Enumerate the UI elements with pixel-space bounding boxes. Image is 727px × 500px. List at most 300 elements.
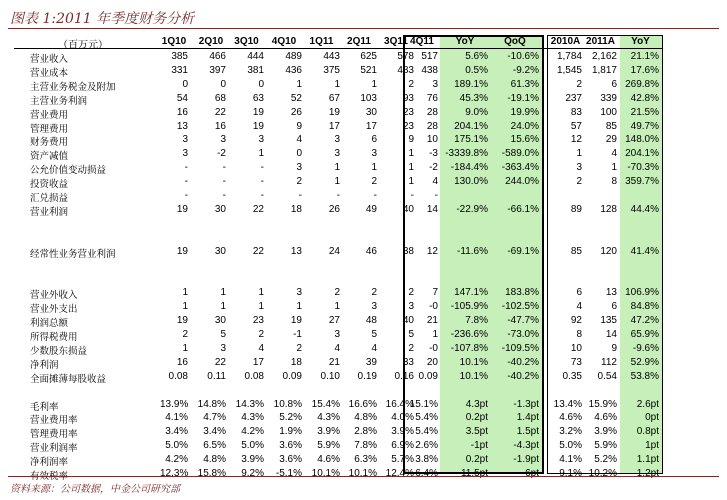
table-cell: 0.10 bbox=[320, 370, 340, 382]
row-label: 营业利润 bbox=[30, 206, 69, 218]
table-cell: 17.6% bbox=[630, 64, 659, 76]
table-cell: 204.1% bbox=[625, 148, 659, 160]
table-cell: 61.3% bbox=[510, 78, 539, 90]
table-cell: 1 bbox=[182, 287, 188, 299]
table-cell: 54 bbox=[176, 92, 188, 104]
table-cell: 2 bbox=[182, 329, 188, 340]
table-cell: -9.6% bbox=[632, 342, 659, 354]
table-cell: 4.0% bbox=[391, 412, 414, 424]
table-cell: -47.7% bbox=[507, 315, 539, 327]
table-cell: 10.2% bbox=[588, 468, 617, 479]
table-cell: 49 bbox=[365, 203, 377, 215]
table-cell: 1 bbox=[258, 148, 264, 160]
table-cell: 204.1% bbox=[454, 120, 488, 132]
table-cell: 15.4% bbox=[311, 398, 340, 410]
table-cell: 5.2% bbox=[594, 454, 617, 466]
column-header: 2Q10 bbox=[198, 36, 224, 47]
table-cell: 0.11 bbox=[207, 370, 226, 382]
column-header: 2010A bbox=[550, 36, 581, 47]
row-label: 财务费用 bbox=[30, 137, 69, 149]
table-cell: 0.09 bbox=[418, 370, 438, 382]
table-cell: 24 bbox=[328, 245, 340, 257]
table-cell: 9.1% bbox=[559, 468, 582, 479]
table-cell: 1,784 bbox=[556, 51, 582, 62]
table-cell: -66.1% bbox=[507, 203, 539, 215]
table-cell: 21.1% bbox=[630, 51, 659, 62]
row-label: 公允价值变动损益 bbox=[30, 165, 107, 177]
table-cell: 106.9% bbox=[625, 287, 659, 299]
table-cell: 1 bbox=[371, 162, 377, 174]
row-label: 营业费用率 bbox=[30, 415, 78, 427]
table-cell: 2.6pt bbox=[636, 398, 659, 410]
row-label: 净利润 bbox=[30, 359, 59, 371]
table-cell: 3 bbox=[296, 287, 302, 299]
table-cell: - bbox=[336, 190, 340, 201]
table-cell: - bbox=[260, 190, 264, 201]
table-cell: 3 bbox=[371, 301, 377, 313]
table-cell: 24.0% bbox=[510, 120, 539, 132]
title-rule bbox=[8, 28, 719, 29]
table-cell: 41.4% bbox=[630, 245, 659, 257]
table-cell: 30 bbox=[214, 245, 226, 257]
table-cell: 5.9% bbox=[594, 440, 617, 452]
table-cell: 375 bbox=[323, 64, 340, 76]
table-cell: 30 bbox=[365, 106, 377, 118]
row-label: 投资收益 bbox=[30, 179, 69, 191]
row-label: 营业外收入 bbox=[30, 290, 78, 302]
table-cell: 0.16 bbox=[394, 370, 414, 382]
table-cell: 5.9% bbox=[317, 440, 340, 452]
table-cell: 23 bbox=[402, 120, 414, 132]
table-cell: 4.3pt bbox=[465, 398, 488, 410]
table-cell: 3.4% bbox=[165, 426, 188, 438]
table-cell: 1,817 bbox=[591, 64, 617, 76]
table-cell: 0pt bbox=[645, 412, 659, 424]
table-cell: 39 bbox=[365, 356, 377, 368]
table-cell: 5.0% bbox=[241, 440, 264, 452]
column-header: YoY bbox=[631, 36, 650, 47]
table-cell: -6pt bbox=[521, 468, 539, 479]
table-cell: -1pt bbox=[470, 440, 488, 452]
table-cell: 19 bbox=[328, 106, 340, 118]
table-cell: 1 bbox=[334, 301, 340, 313]
table-cell: 13 bbox=[605, 287, 617, 299]
table-cell: 68 bbox=[214, 92, 226, 104]
row-label: 所得税费用 bbox=[30, 332, 78, 343]
column-header: 3Q10 bbox=[234, 36, 259, 47]
table-cell: 63 bbox=[252, 92, 264, 104]
table-cell: 84.8% bbox=[630, 301, 659, 313]
table-cell: 147.1% bbox=[454, 287, 488, 299]
table-cell: 148.0% bbox=[625, 134, 659, 146]
table-cell: 26 bbox=[328, 203, 340, 215]
table-cell: 1.2pt bbox=[636, 468, 659, 479]
table-cell: 1 bbox=[220, 287, 226, 299]
table-cell: -40.2% bbox=[507, 356, 539, 368]
row-label: 管理费用 bbox=[30, 123, 69, 135]
table-cell: - bbox=[184, 162, 188, 174]
table-cell: 381 bbox=[247, 64, 264, 76]
table-cell: 9 bbox=[408, 134, 414, 146]
table-cell: -589.0% bbox=[501, 148, 539, 160]
table-cell: 4 bbox=[576, 301, 582, 313]
table-cell: - bbox=[184, 190, 188, 201]
table-cell: -3 bbox=[429, 148, 438, 160]
table-cell: 489 bbox=[285, 51, 302, 62]
table-cell: -0 bbox=[429, 342, 438, 354]
table-cell: 0.35 bbox=[562, 370, 582, 382]
table-cell: 9.2% bbox=[241, 468, 264, 479]
table-cell: 19 bbox=[176, 315, 188, 327]
table-cell: 3.9% bbox=[241, 454, 264, 466]
table-cell: 3 bbox=[182, 134, 188, 146]
table-cell: 5.2% bbox=[279, 412, 302, 424]
table-cell: 7.8% bbox=[465, 315, 488, 327]
table-cell: 3 bbox=[432, 78, 438, 90]
table-cell: -73.0% bbox=[507, 329, 539, 340]
table-cell: 17 bbox=[252, 356, 264, 368]
table-cell: - bbox=[222, 162, 226, 174]
table-cell: 4.7% bbox=[203, 412, 226, 424]
table-cell: 13 bbox=[176, 120, 188, 132]
table-cell: 57 bbox=[570, 120, 582, 132]
table-cell: 4.6% bbox=[559, 412, 582, 424]
table-cell: 15.6% bbox=[510, 134, 539, 146]
table-cell: 23 bbox=[402, 106, 414, 118]
table-cell: 1 bbox=[408, 176, 414, 188]
table-cell: 44.4% bbox=[630, 203, 659, 215]
table-cell: 3.9% bbox=[317, 426, 340, 438]
row-label: 营业收入 bbox=[30, 54, 69, 65]
table-cell: 19 bbox=[290, 315, 302, 327]
table-cell: 3 bbox=[220, 342, 226, 354]
table-cell: 175.1% bbox=[454, 134, 488, 146]
table-cell: 11.5pt bbox=[460, 468, 488, 479]
source-note: 资料来源：公司数据，中金公司研究部 bbox=[10, 484, 180, 495]
table-cell: 4 bbox=[371, 342, 377, 354]
table-cell: 0 bbox=[220, 78, 226, 90]
table-cell: 4.6% bbox=[317, 454, 340, 466]
table-cell: 18 bbox=[290, 203, 302, 215]
table-cell: -0 bbox=[429, 301, 438, 313]
table-cell: 5 bbox=[408, 329, 414, 340]
table-cell: 1.4pt bbox=[516, 412, 539, 424]
table-cell: -105.9% bbox=[450, 301, 488, 313]
table-cell: 53.8% bbox=[630, 370, 659, 382]
table-cell: 1 bbox=[371, 78, 377, 90]
table-cell: -5.1% bbox=[275, 468, 302, 479]
table-cell: 1.9% bbox=[279, 426, 302, 438]
table-cell: 1 bbox=[408, 162, 414, 174]
table-cell: 6.3% bbox=[354, 454, 377, 466]
table-cell: 135 bbox=[600, 315, 617, 327]
table-cell: 359.7% bbox=[625, 176, 659, 188]
table-cell: -2 bbox=[429, 162, 438, 174]
table-cell: 8 bbox=[576, 329, 582, 340]
table-cell: 10.1% bbox=[459, 370, 488, 382]
table-cell: 7 bbox=[432, 287, 438, 299]
bottom-rule bbox=[8, 476, 719, 477]
table-cell: 1 bbox=[258, 301, 264, 313]
table-cell: 19 bbox=[252, 106, 264, 118]
table-cell: 517 bbox=[421, 51, 438, 62]
table-cell: 0.08 bbox=[168, 370, 188, 382]
table-cell: - bbox=[184, 176, 188, 188]
table-cell: 1pt bbox=[645, 440, 659, 452]
table-cell: 10 bbox=[570, 342, 582, 354]
table-cell: 40 bbox=[402, 203, 414, 215]
table-cell: 13.4% bbox=[553, 398, 582, 410]
table-cell: 42.8% bbox=[630, 92, 659, 104]
table-cell: 3.9% bbox=[391, 426, 414, 438]
table-cell: 436 bbox=[285, 64, 302, 76]
table-cell: 2,162 bbox=[591, 51, 617, 62]
table-cell: 1.1pt bbox=[636, 454, 659, 466]
table-cell: - bbox=[298, 190, 302, 201]
table-cell: 1 bbox=[296, 78, 302, 90]
table-cell: 10.1% bbox=[348, 468, 377, 479]
table-cell: 22 bbox=[214, 106, 226, 118]
figure-title: 图表 1:2011 年季度财务分析 bbox=[10, 11, 195, 27]
table-cell: 1 bbox=[334, 176, 340, 188]
table-cell: - bbox=[222, 190, 226, 201]
table-cell: 130.0% bbox=[454, 176, 488, 188]
row-label: 少数股东损益 bbox=[30, 345, 88, 357]
table-cell: 4.3% bbox=[317, 412, 340, 424]
table-cell: 3.2% bbox=[559, 426, 582, 438]
column-header: 1Q11 bbox=[309, 36, 334, 47]
table-cell: 2 bbox=[576, 78, 582, 90]
table-cell: 47.2% bbox=[630, 315, 659, 327]
table-cell: 19 bbox=[176, 203, 188, 215]
table-cell: 6.5% bbox=[203, 440, 226, 452]
row-label: 净利润率 bbox=[30, 457, 69, 469]
table-cell: 26 bbox=[290, 106, 302, 118]
table-cell: 19.9% bbox=[510, 106, 539, 118]
table-cell: 1 bbox=[611, 162, 617, 174]
table-cell: 1 bbox=[334, 162, 340, 174]
table-cell: 12 bbox=[570, 134, 582, 146]
table-cell: 28 bbox=[426, 106, 438, 118]
table-cell: 46 bbox=[365, 245, 377, 257]
table-cell: 331 bbox=[171, 64, 188, 76]
table-cell: 14 bbox=[605, 329, 617, 340]
row-label: 全面摊薄每股收益 bbox=[30, 373, 107, 385]
table-cell: 9.0% bbox=[465, 106, 488, 118]
table-cell: 3 bbox=[334, 148, 340, 160]
table-cell: 2 bbox=[408, 287, 414, 299]
table-cell: 3.5pt bbox=[465, 426, 488, 438]
table-cell: 3.4% bbox=[203, 426, 226, 438]
table-cell: 4.1% bbox=[165, 412, 188, 424]
table-cell: 16.6% bbox=[348, 398, 377, 410]
table-cell: 100 bbox=[600, 106, 617, 118]
table-cell: 21.5% bbox=[630, 106, 659, 118]
table-cell: 89 bbox=[570, 203, 582, 215]
row-label: 经常性业务营业利润 bbox=[30, 248, 116, 260]
table-cell: 4.8% bbox=[203, 454, 226, 466]
table-cell: 5.7% bbox=[391, 454, 414, 466]
table-cell: 85 bbox=[570, 245, 582, 257]
table-cell: 12.4% bbox=[385, 468, 414, 479]
table-cell: 4 bbox=[611, 148, 617, 160]
table-cell: 1,545 bbox=[556, 64, 582, 76]
table-cell: 14 bbox=[426, 203, 438, 215]
table-cell: 93 bbox=[402, 92, 414, 104]
table-cell: 52 bbox=[290, 92, 302, 104]
table-cell: 2 bbox=[371, 287, 377, 299]
table-cell: 29 bbox=[605, 134, 617, 146]
table-cell: 1 bbox=[296, 301, 302, 313]
row-label: 营业成本 bbox=[30, 67, 69, 79]
row-label: 汇兑损益 bbox=[30, 193, 69, 204]
row-label: 营业利润率 bbox=[30, 443, 78, 455]
unit-label: （百万元） bbox=[58, 40, 108, 51]
column-header: YoY bbox=[455, 36, 475, 47]
table-cell: 3 bbox=[258, 134, 264, 146]
table-cell: 10.1% bbox=[311, 468, 340, 479]
table-cell: 83 bbox=[570, 106, 582, 118]
table-cell: 76 bbox=[426, 92, 438, 104]
table-cell: 1 bbox=[182, 342, 188, 354]
table-cell: 3.6% bbox=[279, 454, 302, 466]
table-cell: 2 bbox=[296, 342, 302, 354]
table-cell: 0 bbox=[258, 78, 264, 90]
table-cell: 189.1% bbox=[454, 78, 488, 90]
table-cell: 0.09 bbox=[282, 370, 302, 382]
table-cell: 237 bbox=[565, 92, 582, 104]
table-cell: -107.8% bbox=[450, 342, 488, 354]
table-cell: 5.0% bbox=[165, 440, 188, 452]
row-label: 主营业务税金及附加 bbox=[30, 81, 116, 93]
table-cell: - bbox=[260, 176, 264, 188]
table-cell: 1 bbox=[576, 148, 582, 160]
table-cell: 385 bbox=[171, 51, 188, 62]
table-cell: 2.6% bbox=[415, 440, 438, 452]
row-label: 利润总额 bbox=[30, 318, 69, 330]
header-rule bbox=[14, 48, 663, 49]
table-cell: 16 bbox=[176, 356, 188, 368]
row-label: 有效税率 bbox=[30, 471, 69, 482]
table-cell: - bbox=[222, 176, 226, 188]
table-cell: 3 bbox=[408, 301, 414, 313]
table-cell: 73 bbox=[570, 356, 582, 368]
table-cell: -11.6% bbox=[457, 245, 488, 257]
table-cell: -184.4% bbox=[450, 162, 488, 174]
table-cell: 18 bbox=[290, 356, 302, 368]
table-cell: 30 bbox=[214, 315, 226, 327]
table-cell: 17 bbox=[328, 120, 340, 132]
table-cell: 5.4% bbox=[415, 412, 438, 424]
table-cell: 6.9% bbox=[391, 440, 414, 452]
table-cell: 0.19 bbox=[357, 370, 377, 382]
table-cell: 1 bbox=[182, 301, 188, 313]
table-cell: 244.0% bbox=[505, 176, 539, 188]
table-cell: 339 bbox=[600, 92, 617, 104]
table-cell: 4.2% bbox=[165, 454, 188, 466]
table-cell: 4 bbox=[258, 342, 264, 354]
table-cell: 92 bbox=[570, 315, 582, 327]
table-cell: 0.2pt bbox=[465, 412, 488, 424]
table-cell: 3 bbox=[220, 134, 226, 146]
table-cell: 17 bbox=[365, 120, 377, 132]
table-cell: 14.8% bbox=[197, 398, 226, 410]
table-cell: 3 bbox=[296, 162, 302, 174]
table-cell: 269.8% bbox=[625, 78, 659, 90]
table-cell: 0 bbox=[182, 78, 188, 90]
table-cell: 6 bbox=[371, 134, 377, 146]
table-cell: 578 bbox=[397, 51, 414, 62]
table-cell: 4.6% bbox=[594, 412, 617, 424]
table-cell: 6 bbox=[611, 78, 617, 90]
table-cell: 6 bbox=[611, 301, 617, 313]
table-cell: 4 bbox=[432, 176, 438, 188]
table-cell: -236.6% bbox=[450, 329, 488, 340]
table-cell: 19 bbox=[176, 245, 188, 257]
table-cell: 2 bbox=[371, 176, 377, 188]
table-cell: 4 bbox=[296, 134, 302, 146]
table-cell: 38 bbox=[402, 245, 414, 257]
table-cell: 40 bbox=[402, 315, 414, 327]
table-cell: 0.5% bbox=[465, 64, 488, 76]
table-cell: 21 bbox=[426, 315, 438, 327]
table-cell: 3.9% bbox=[594, 426, 617, 438]
table-cell: 5 bbox=[220, 329, 226, 340]
table-cell: 21 bbox=[328, 356, 340, 368]
table-cell: 438 bbox=[421, 64, 438, 76]
table-cell: -40.2% bbox=[507, 370, 539, 382]
table-cell: 3 bbox=[576, 162, 582, 174]
table-cell: 1 bbox=[334, 78, 340, 90]
table-cell: 625 bbox=[360, 51, 377, 62]
table-cell: -69.1% bbox=[507, 245, 539, 257]
table-cell: 7.8% bbox=[354, 440, 377, 452]
column-header: 4Q10 bbox=[271, 36, 297, 47]
table-cell: 4.8% bbox=[354, 412, 377, 424]
table-cell: 6.4% bbox=[415, 468, 438, 479]
table-cell: 466 bbox=[209, 51, 226, 62]
table-cell: 28 bbox=[426, 120, 438, 132]
table-cell: 1 bbox=[220, 301, 226, 313]
table-cell: 15.8% bbox=[197, 468, 226, 479]
table-cell: 521 bbox=[360, 64, 377, 76]
column-header: 1Q10 bbox=[161, 36, 187, 47]
table-cell: -10.6% bbox=[507, 51, 539, 62]
table-cell: 1 bbox=[258, 287, 264, 299]
table-cell: -102.5% bbox=[501, 301, 539, 313]
table-cell: -2 bbox=[217, 148, 226, 160]
table-cell: 444 bbox=[247, 51, 264, 62]
table-cell: 10 bbox=[426, 134, 438, 146]
row-label: 管理费用率 bbox=[30, 429, 78, 441]
table-cell: - bbox=[260, 162, 264, 174]
table-cell: 15.1% bbox=[409, 398, 438, 410]
table-cell: 27 bbox=[328, 315, 340, 327]
row-label: 资产减值 bbox=[30, 151, 69, 163]
table-cell: 4.3% bbox=[241, 412, 264, 424]
table-cell: 3.8% bbox=[415, 454, 438, 466]
row-label: 毛利率 bbox=[30, 401, 59, 413]
table-cell: - bbox=[373, 190, 377, 201]
table-cell: 6 bbox=[576, 287, 582, 299]
table-cell: 2 bbox=[408, 78, 414, 90]
table-cell: 5.6% bbox=[465, 51, 488, 62]
table-cell: 9 bbox=[611, 342, 617, 354]
table-cell: 0 bbox=[296, 148, 302, 160]
table-cell: 2 bbox=[576, 176, 582, 188]
table-cell: -4.3pt bbox=[513, 440, 539, 452]
table-cell: 1.5pt bbox=[516, 426, 539, 438]
